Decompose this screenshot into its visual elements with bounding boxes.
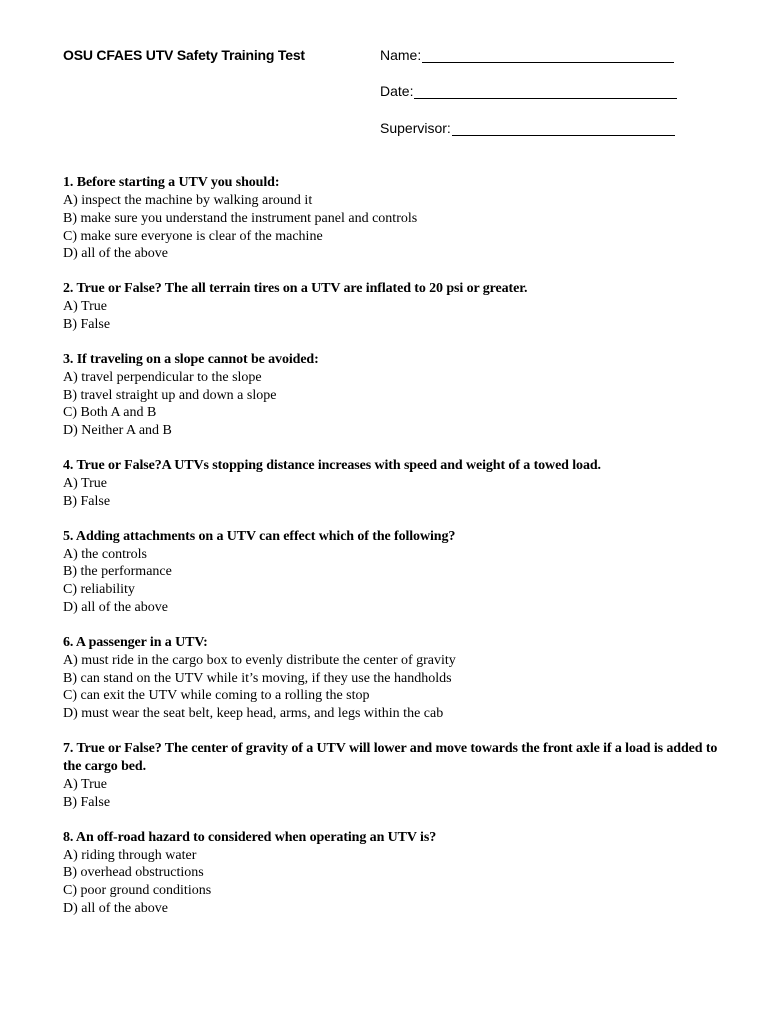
question-4 <box>63 457 723 511</box>
answer-option[interactable]: C) Both A and B <box>63 405 157 421</box>
answer-option[interactable]: A) inspect the machine by walking around it <box>63 193 313 208</box>
date-field[interactable] <box>380 83 677 99</box>
answer-option[interactable]: A) the controls <box>63 546 147 562</box>
answer-option[interactable]: B) False <box>63 493 111 509</box>
date-label: Date: <box>380 83 414 99</box>
answer-option[interactable]: C) can exit the UTV while coming to a rolling the stop <box>63 688 370 704</box>
answer-option[interactable]: B) can stand on the UTV while it’s moving, if they use the handholds <box>63 670 452 686</box>
question-text: 3. If traveling on a slope cannot be avoided: <box>63 351 319 367</box>
question-text: 6. A passenger in a UTV: <box>63 634 208 650</box>
question-text: 2. True or False? The all terrain tires on a UTV are inflated to 20 psi or greater. <box>63 281 528 297</box>
answer-option[interactable]: A) travel perpendicular to the slope <box>63 369 262 385</box>
answer-option[interactable]: B) False <box>63 794 111 810</box>
question-7 <box>63 740 723 812</box>
answer-option[interactable]: B) overhead obstructions <box>63 865 204 881</box>
question-list <box>63 174 723 935</box>
answer-option[interactable]: B) travel straight up and down a slope <box>63 387 277 403</box>
name-field[interactable] <box>380 47 674 63</box>
supervisor-field[interactable] <box>380 120 675 136</box>
question-text: 4. True or False?A UTVs stopping distance increases with speed and weight of a towed load. <box>63 457 601 473</box>
answer-option[interactable]: B) make sure you understand the instrument panel and controls <box>63 210 418 226</box>
question-1 <box>63 174 723 263</box>
answer-option[interactable]: A) True <box>63 776 107 792</box>
question-2 <box>63 280 723 334</box>
test-title: OSU CFAES UTV Safety Training Test <box>63 47 305 63</box>
answer-option[interactable]: D) all of the above <box>63 900 168 916</box>
answer-option[interactable]: D) must wear the seat belt, keep head, arms, and legs within the cab <box>63 706 444 722</box>
answer-option[interactable]: D) all of the above <box>63 599 168 615</box>
question-text: 8. An off-road hazard to considered when operating an UTV is? <box>63 829 437 845</box>
question-5 <box>63 528 723 617</box>
question-8 <box>63 829 723 918</box>
answer-option[interactable]: A) riding through water <box>63 847 197 863</box>
answer-option[interactable]: B) the performance <box>63 564 172 580</box>
answer-option[interactable]: C) make sure everyone is clear of the machine <box>63 228 323 244</box>
question-text: 1. Before starting a UTV you should: <box>63 175 280 190</box>
answer-option[interactable]: A) True <box>63 299 107 315</box>
date-blank-line[interactable] <box>414 84 677 99</box>
answer-option[interactable]: A) must ride in the cargo box to evenly distribute the center of gravity <box>63 652 456 668</box>
answer-option[interactable]: B) False <box>63 316 111 332</box>
name-label: Name: <box>380 47 422 63</box>
answer-option[interactable]: D) Neither A and B <box>63 423 172 439</box>
supervisor-blank-line[interactable] <box>452 121 675 136</box>
answer-option[interactable]: D) all of the above <box>63 246 168 262</box>
answer-option[interactable]: C) poor ground conditions <box>63 883 212 899</box>
question-6 <box>63 634 723 723</box>
answer-option[interactable]: A) True <box>63 475 107 491</box>
answer-option[interactable]: C) reliability <box>63 582 135 598</box>
supervisor-label: Supervisor: <box>380 120 451 136</box>
question-text: 7. True or False? The center of gravity of a UTV will lower and move towards the front axle if a load is added to the cargo bed. <box>63 740 718 774</box>
question-3 <box>63 351 723 440</box>
name-blank-line[interactable] <box>422 48 674 63</box>
question-text: 5. Adding attachments on a UTV can effect which of the following? <box>63 528 456 544</box>
